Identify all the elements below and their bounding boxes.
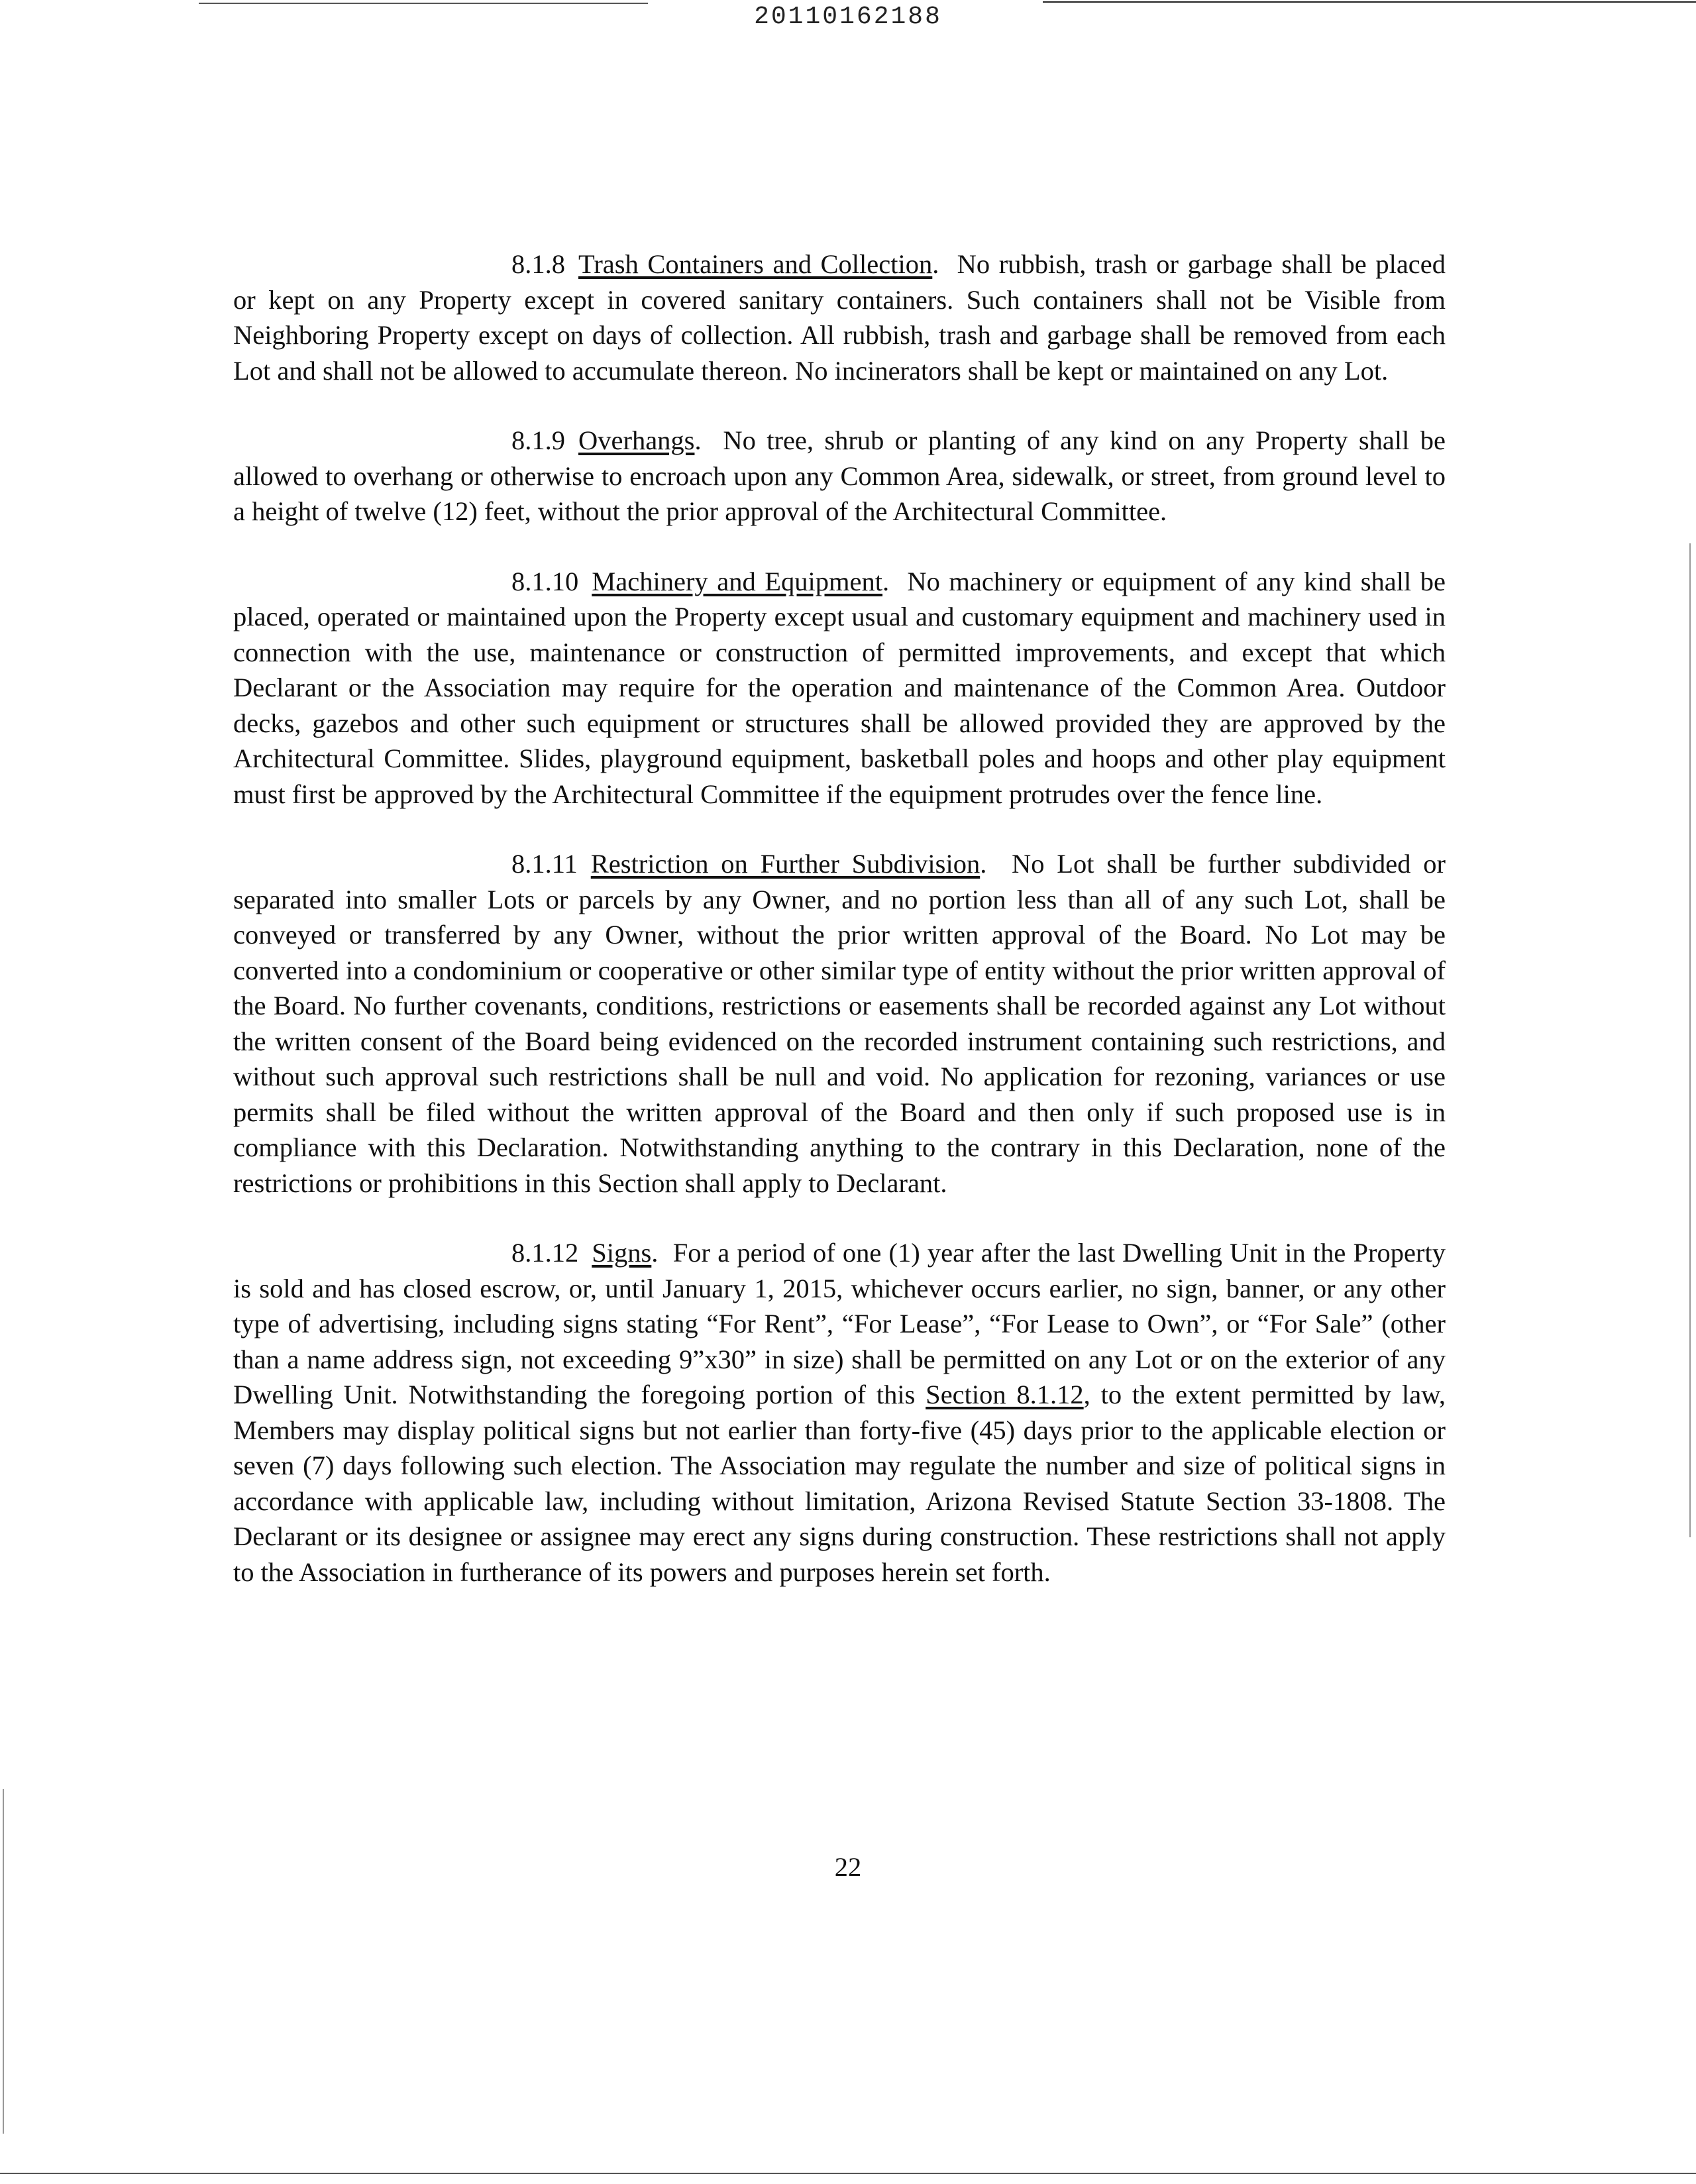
section-number: 8.1.12 <box>511 1238 579 1268</box>
section-8-1-11: 8.1.11 Restriction on Further Subdivision. No Lot shall be further subdivided or separated into smaller Lots or parcels by any Owner, and no portion less than all of any such Lot, shall be conveyed or transferred by any Owner, without the prior written approval of the Board. No Lot may be converted into a condominium or cooperative or other similar type of entity without the prior written approval of the Board. No further covenants, conditions, restrictions or easements shall be recorded against any Lot without the written consent of the Board being evidenced on the recorded instrument containing such restrictions, and without such approval such restrictions shall be null and void. No application for rezoning, variances or use permits shall be filed without the written approval of the Board and then only if such proposed use is in compliance with this Declaration. Notwithstanding anything to the contrary in this Declaration, none of the restrictions or prohibitions in this Section shall apply to Declarant. <box>233 849 1446 1198</box>
section-8-1-10: 8.1.10 Machinery and Equipment. No machinery or equipment of any kind shall be placed, operated or maintained upon the Property except usual and customary equipment and machinery used in connection with the use, maintenance or construction of permitted improvements, and except that which Declarant or the Association may require for the operation and maintenance of the Common Area. Outdoor decks, gazebos and other such equipment or structures shall be allowed provided they are approved by the Architectural Committee. Slides, playground equipment, basketball poles and hoops and other play equipment must first be approved by the Architectural Committee if the equipment protrudes over the fence line. <box>233 566 1446 809</box>
section-heading: Signs <box>592 1238 652 1268</box>
section-8-1-9: 8.1.9 Overhangs. No tree, shrub or planting of any kind on any Property shall be allowed to overhang or otherwise to encroach upon any Common Area, sidewalk, or street, from ground level to a height of twelve (12) feet, without the prior approval of the Architectural Committee. <box>233 425 1446 526</box>
section-8-1-12: 8.1.12 Signs. For a period of one (1) year after the last Dwelling Unit in the Property is sold and has closed escrow, or, until January 1, 2015, whichever occurs earlier, no sign, banner, or any other type of advertising, including signs stating “For Rent”, “For Lease”, “For Lease to Own”, or “For Sale” (other than a name address sign, not exceeding 9”x30” in size) shall be permitted on any Lot or on the exterior of any Dwelling Unit. Notwithstanding the foregoing portion of this Section 8.1.12, to the extent permitted by law, Members may display political signs but not earlier than forty-five (45) days prior to the applicable election or seven (7) days following such election. The Association may regulate the number and size of political signs in accordance with applicable law, including without limitation, Arizona Revised Statute Section 33-1808. The Declarant or its designee or assignee may erect any signs during construction. These restrictions shall not apply to the Association in furtherance of its powers and purposes herein set forth. <box>233 1238 1446 1587</box>
left-edge-mark <box>3 1789 4 2134</box>
section-text: No machinery or equipment of any kind shall be placed, operated or maintained upon the Property except usual and customary equipment and machinery used in connection with the use, maintenance or construction of permitted improvements, and except that which Declarant or the Association may require for the operation and maintenance of the Common Area. Outdoor decks, gazebos and other such equipment or structures shall be allowed provided they are approved by the Architectural Committee. Slides, playground equipment, basketball poles and hoops and other play equipment must first be approved by the Architectural Committee if the equipment protrudes over the fence line. <box>233 566 1446 809</box>
section-text: No tree, shrub or planting of any kind on any Property shall be allowed to overhang or otherwise to encroach upon any Common Area, sidewalk, or street, from ground level to a height of twelve (12) feet, without the prior approval of the Architectural Committee. <box>233 425 1446 526</box>
section-text-part1: For a period of one (1) year after the last Dwelling Unit in the Property is sold and has closed escrow, or, until January 1, 2015, whichever occurs earlier, no sign, banner, or any other type of advertising, including signs stating “For Rent”, “For Lease”, “For Lease to Own”, or “For Sale” (other than a name address sign, not exceeding 9”x30” in size) shall be permitted on any Lot or on the exterior of any Dwelling Unit. Notwithstanding the foregoing portion of this <box>233 1238 1446 1409</box>
section-8-1-8: 8.1.8 Trash Containers and Collection. No rubbish, trash or garbage shall be placed or kept on any Property except in covered sanitary containers. Such containers shall not be Visible from Neighboring Property except on days of collection. All rubbish, trash and garbage shall be removed from each Lot and shall not be allowed to accumulate thereon. No incinerators shall be kept or maintained on any Lot. <box>233 249 1446 386</box>
document-number: 20110162188 <box>754 3 942 31</box>
right-edge-mark <box>1689 543 1691 1537</box>
section-heading: Restriction on Further Subdivision <box>590 849 980 879</box>
section-number: 8.1.10 <box>511 566 579 596</box>
section-heading: Overhangs <box>578 425 695 455</box>
section-text: No Lot shall be further subdivided or separated into smaller Lots or parcels by any Owner, and no portion less than all of any such Lot, shall be conveyed or transferred by any Owner, without the prior written approval of the Board. No Lot may be converted into a condominium or cooperative or other similar type of entity without the prior written approval of the Board. No further covenants, conditions, restrictions or easements shall be recorded against any Lot without the written consent of the Board being evidenced on the recorded instrument containing such restrictions, and without such approval such restrictions shall be null and void. No application for rezoning, variances or use permits shall be filed without the written approval of the Board and then only if such proposed use is in compliance with this Declaration. Notwithstanding anything to the contrary in this Declaration, none of the restrictions or prohibitions in this Section shall apply to Declarant. <box>233 849 1446 1198</box>
section-heading: Trash Containers and Collection <box>578 249 933 279</box>
page-number: 22 <box>834 1852 862 1882</box>
section-number: 8.1.9 <box>511 425 565 455</box>
document-body <box>233 246 1446 1624</box>
section-text-part2: , to the extent permitted by law, Members may display political signs but not earlier than forty-five (45) days prior to the applicable election or seven (7) days following such election. The Association may regulate the number and size of political signs in accordance with applicable law, including without limitation, Arizona Revised Statute Section 33-1808. The Declarant or its designee or assignee may erect any signs during construction. These restrictions shall not apply to the Association in furtherance of its powers and purposes herein set forth. <box>233 1380 1446 1587</box>
section-number: 8.1.8 <box>511 249 565 279</box>
bottom-rule <box>0 2173 1696 2174</box>
section-number: 8.1.11 <box>511 849 578 879</box>
section-text: No rubbish, trash or garbage shall be placed or kept on any Property except in covered sanitary containers. Such containers shall not be Visible from Neighboring Property except on days of collection. All rubbish, trash and garbage shall be removed from each Lot and shall not be allowed to accumulate thereon. No incinerators shall be kept or maintained on any Lot. <box>233 249 1446 386</box>
section-heading: Machinery and Equipment <box>592 566 883 596</box>
section-reference: Section 8.1.12 <box>926 1380 1084 1409</box>
